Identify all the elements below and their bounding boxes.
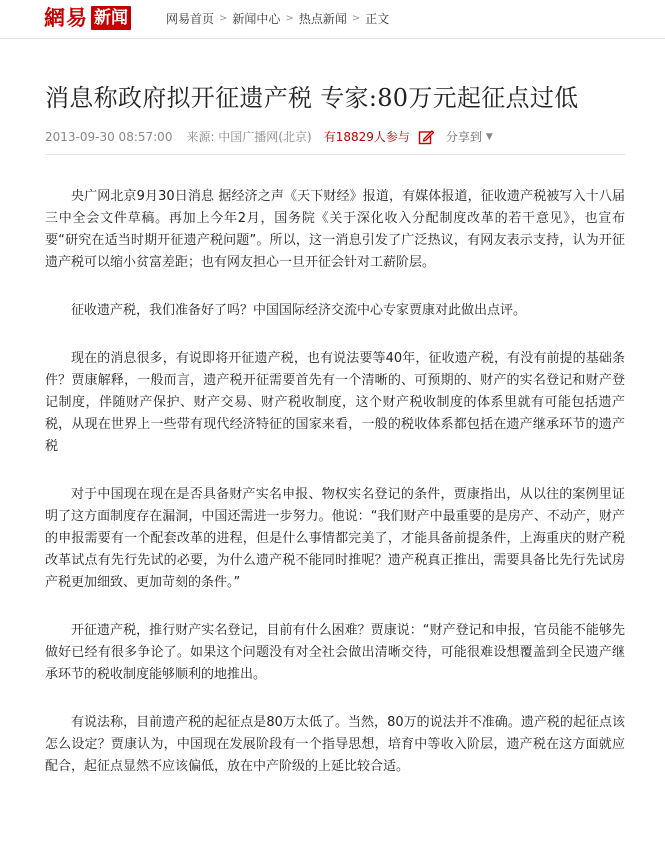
edit-icon[interactable] [418,129,434,145]
caret-down-icon: ▼ [485,131,493,142]
participants-count: 18829 [335,130,374,144]
article-body [45,186,625,804]
participants-prefix: 有 [323,130,336,144]
article-paragraph: 央广网北京9月30日消息 据经济之声《天下财经》报道，有媒体报道，征收遗产税被写入十八届三中全会文件草稿。再加上今年2月，国务院《关于深化收入分配制度改革的若干意见》，也宣布要“研究在适当时期开征遗产税问题”。所以，这一消息引发了广泛热议，有网友表示支持，认为开征遗产税可以缩小贫富差距；也有网友担心一旦开征会针对工薪阶层。 [45,189,625,270]
logo-news-badge: 新闻 [91,6,131,30]
article-meta [45,128,493,145]
share-label: 分享到 [445,130,482,144]
breadcrumb-current: 正文 [365,12,390,26]
article-paragraph: 开征遗产税，推行财产实名登记，目前有什么困难？贾康说：“财产登记和申报，官员能不能够先做好已经有很多争论了。如果这个问题没有对全社会做出清晰交待，可能很难设想覆盖到全民遗产继承环节的税收制度能够顺利的地推出。 [45,623,625,682]
breadcrumb-separator-icon: > [351,13,361,24]
article-source[interactable]: 来源: 中国广播网(北京) [186,130,312,144]
breadcrumb-separator-icon: > [285,13,294,24]
article-paragraph: 现在的消息很多，有说即将开征遗产税，也有说法要等40年，征收遗产税，有没有前提的基础条件？贾康解释，一般而言，遗产税开征需要首先有一个清晰的、可预期的、财产的实名登记和财产登记制度，伴随财产保护、财产交易、财产税收制度，这个财产税收制度的体系里就有可能包括遗产税，从现在世界上一些带有现代经济特征的国家来看，一般的税收体系都包括在遗产继承环节的遗产税 [45,351,625,454]
breadcrumb-separator-icon: > [219,13,228,24]
breadcrumb-hot-news[interactable]: 热点新闻 [298,12,347,26]
breadcrumb-news-center[interactable]: 新闻中心 [232,12,281,26]
netease-news-logo[interactable] [44,5,131,31]
article-paragraph: 有说法称，目前遗产税的起征点是80万太低了。当然，80万的说法并不准确。遗产税的起征点该怎么设定？贾康认为，中国现在发展阶段有一个指导思想，培育中等收入阶层，遗产税在这方面就应配合，起征点显然不应该偏低，放在中产阶级的上延比较合适。 [45,715,625,774]
article-title: 消息称政府拟开征遗产税 专家:80万元起征点过低 [45,84,579,112]
breadcrumb [166,10,389,27]
meta-divider [45,154,625,155]
breadcrumb-home[interactable]: 网易首页 [166,12,215,26]
share-button[interactable] [446,128,493,145]
top-bar [0,0,665,39]
publish-time: 2013-09-30 08:57:00 [45,129,173,144]
article-paragraph: 征收遗产税，我们准备好了吗？中国国际经济交流中心专家贾康对此做出点评。 [71,303,527,318]
logo-text: 網易 [44,5,88,30]
participants-link[interactable] [324,128,410,145]
participants-suffix: 人参与 [373,130,410,144]
article-paragraph: 对于中国现在现在是否具备财产实名申报、物权实名登记的条件，贾康指出，从以往的案例里证明了这方面制度存在漏洞，中国还需进一步努力。他说：“我们财产中最重要的是房产、不动产，财产的申报需要有一个配套改革的进程，但是什么事情都完美了，才能具备前提条件，上海重庆的财产税改革试点有先行先试的必要，为什么遗产税不能同时推呢？遗产税真正推出，需要具备比先行先试房产税更加细致、更加苛刻的条件。” [45,487,625,590]
